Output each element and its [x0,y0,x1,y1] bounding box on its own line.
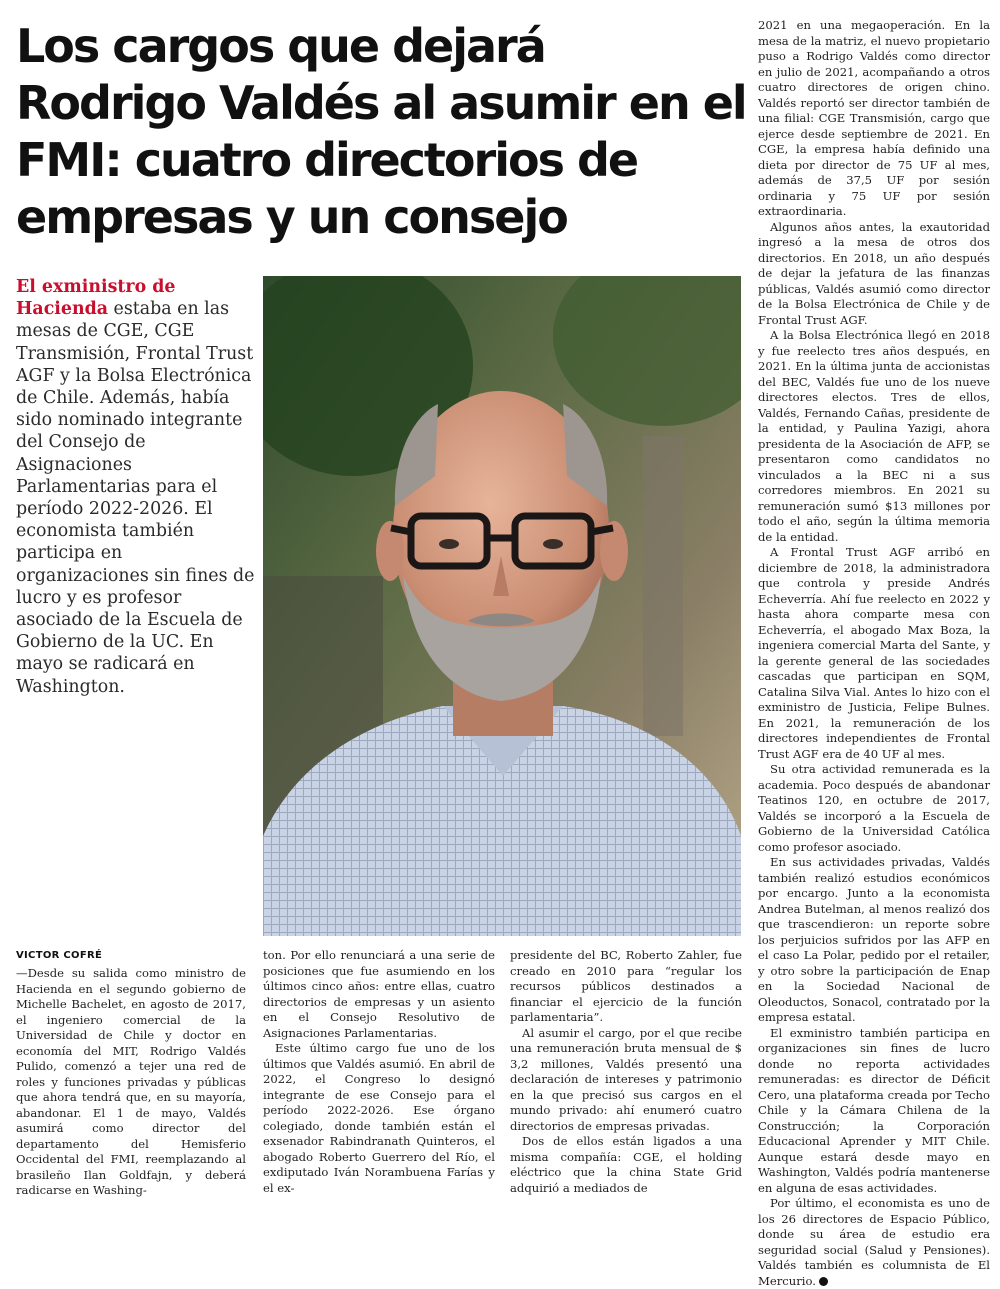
paragraph: En sus actividades privadas, Valdés también realizó estudios económicos por encargo. Junto a la economista Andrea Butelman, al menos realizó dos que trascendieron: un reporte sobre los perjuicios sufridos por las AFP en el caso La Polar, pedido por el retailer, y otro sobre la participación de Enap en la Sociedad Nacional de Oleoductos, Sonacol, contratado por la empresa estatal. [758,855,990,1024]
portrait-photo [263,276,741,936]
paragraph: Su otra actividad remunerada es la academia. Poco después de abandonar Teatinos 120, en octubre de 2017, Valdés se incorporó a la Escuela de Gobierno de la Universidad Católica como profesor asociado. [758,762,990,854]
end-of-article-icon [819,1277,828,1286]
article-column-2 [263,948,495,1196]
paragraph: ton. Por ello renunciará a una serie de posiciones que fue asumiendo en los últimos cinco años: entre ellas, cuatro directorios de empresas y un asiento en el Consejo Resolutivo de Asignaciones Parlamentarias. [263,948,495,1040]
article-column-1 [16,966,246,1199]
paragraph: presidente del BC, Roberto Zahler, fue creado en 2010 para “regular los recursos públicos destinados a financiar el ejercicio de la función parlamentaria”. [510,948,742,1024]
paragraph: Dos de ellos están ligados a una misma compañía: CGE, el holding eléctrico que la china State Grid adquirió a mediados de [510,1134,742,1195]
paragraph: 2021 en una megaoperación. En la mesa de la matriz, el nuevo propietario puso a Rodrigo Valdés como director en julio de 2021, acompañando a otros cuatro directores de origen chino. Valdés reportó ser director también de una filial: CGE Transmisión, cargo que ejerce desde septiembre de 2021. En CGE, la empresa había definido una dieta por director de 75 UF al mes, además de 37,5 UF por sesión ordinaria y 75 UF por sesión extraordinaria. [758,18,990,218]
lede-text: estaba en las mesas de CGE, CGE Transmisión, Frontal Trust AGF y la Bolsa Electrónica de Chile. Además, había sido nominado integrante del Consejo de Asignaciones Parlamentarias para el período 2022-2026. El economista también participa en organizaciones sin fines de lucro y es profesor asociado de la Escuela de Gobierno de la UC. En mayo se radicará en Washington. [16,299,255,697]
article-column-3 [510,948,742,1196]
paragraph: Algunos años antes, la exautoridad ingresó a la mesa de otros dos directorios. En 2018, un año después de dejar la jefatura de las finanzas públicas, Valdés asumió como director de la Bolsa Electrónica de Chile y de Frontal Trust AGF. [758,219,990,327]
paragraph: Al asumir el cargo, por el que recibe una remuneración bruta mensual de $ 3,2 millones, Valdés presentó una declaración de intereses y patrimonio en la que precisó sus cargos en el mundo privado: ahí enumeró cuatro directorios de empresas privadas. [510,1025,742,1133]
lede [16,276,260,698]
article-column-4 [758,18,990,1289]
paragraph: Este último cargo fue uno de los últimos que Valdés asumió. En abril de 2022, el Congreso lo designó integrante de ese Consejo para el período 2022-2026. Ese órgano colegiado, donde también están el exsenador Rabindranath Quinteros, el abogado Roberto Guerrero del Río, el exdiputado Iván Norambuena Farías y el ex- [263,1041,495,1195]
byline: VICTOR COFRÉ [16,950,103,961]
paragraph: A la Bolsa Electrónica llegó en 2018 y fue reelecto tres años después, en 2021. En la última junta de accionistas del BEC, Valdés fue uno de los nueve directores electos. Tres de ellos, Valdés, Fernando Cañas, presidente de la entidad, y Paulina Yazigi, ahora presidenta de la Asociación de AFP, se presentaron como candidatos no vinculados a la BEC ni a sus corredores miembros. En 2021 su remuneración sumó $13 millones por todo el año, según la última memoria de la entidad. [758,328,990,544]
paragraph: A Frontal Trust AGF arribó en diciembre de 2018, la administradora que controla y preside Andrés Echeverría. Ahí fue reelecto en 2022 y hasta ahora comparte mesa con Echeverría, el abogado Max Boza, la ingeniera comercial Marta del Sante, y la gerente general de las sociedades cascadas que participan en SQM, Catalina Silva Vial. Antes lo hizo con el exministro de Justicia, Felipe Bulnes. En 2021, la remuneración de los directores independientes de Frontal Trust AGF era de 40 UF al mes. [758,545,990,761]
lede-kicker: El exministro de Hacienda [16,277,176,320]
paragraph: —Desde su salida como ministro de Hacienda en el segundo gobierno de Michelle Bachelet, en agosto de 2017, el ingeniero comercial de la Universidad de Chile y doctor en economía del MIT, Rodrigo Valdés Pulido, comenzó a tejer una red de roles y funciones privadas y públicas que ahora tendrá que, en su mayoría, abandonar. El 1 de mayo, Valdés asumirá como director del departamento del Hemisferio Occidental del FMI, reemplazando al brasileño Ilan Goldfajn, y deberá radicarse en Washing- [16,966,246,1197]
paragraph [758,1196,990,1289]
paragraph: El exministro también participa en organizaciones sin fines de lucro donde no reporta actividades remuneradas: es director de Déficit Cero, una plataforma creada por Techo Chile y la Cámara Chilena de la Construcción; la Corporación Educacional Aprender y MIT Chile. Aunque estará desde mayo en Washington, Valdés podría mantenerse en alguna de esas actividades. [758,1025,990,1195]
headline: Los cargos que dejará Rodrigo Valdés al asumir en el FMI: cuatro directorios de empresas y un consejo [16,19,746,244]
paragraph-text: Por último, el economista es uno de los 26 directores de Espacio Público, donde su área de estudio era seguridad social (Salud y Pensiones). Valdés también es columnista de El Mercurio. [758,1196,990,1288]
